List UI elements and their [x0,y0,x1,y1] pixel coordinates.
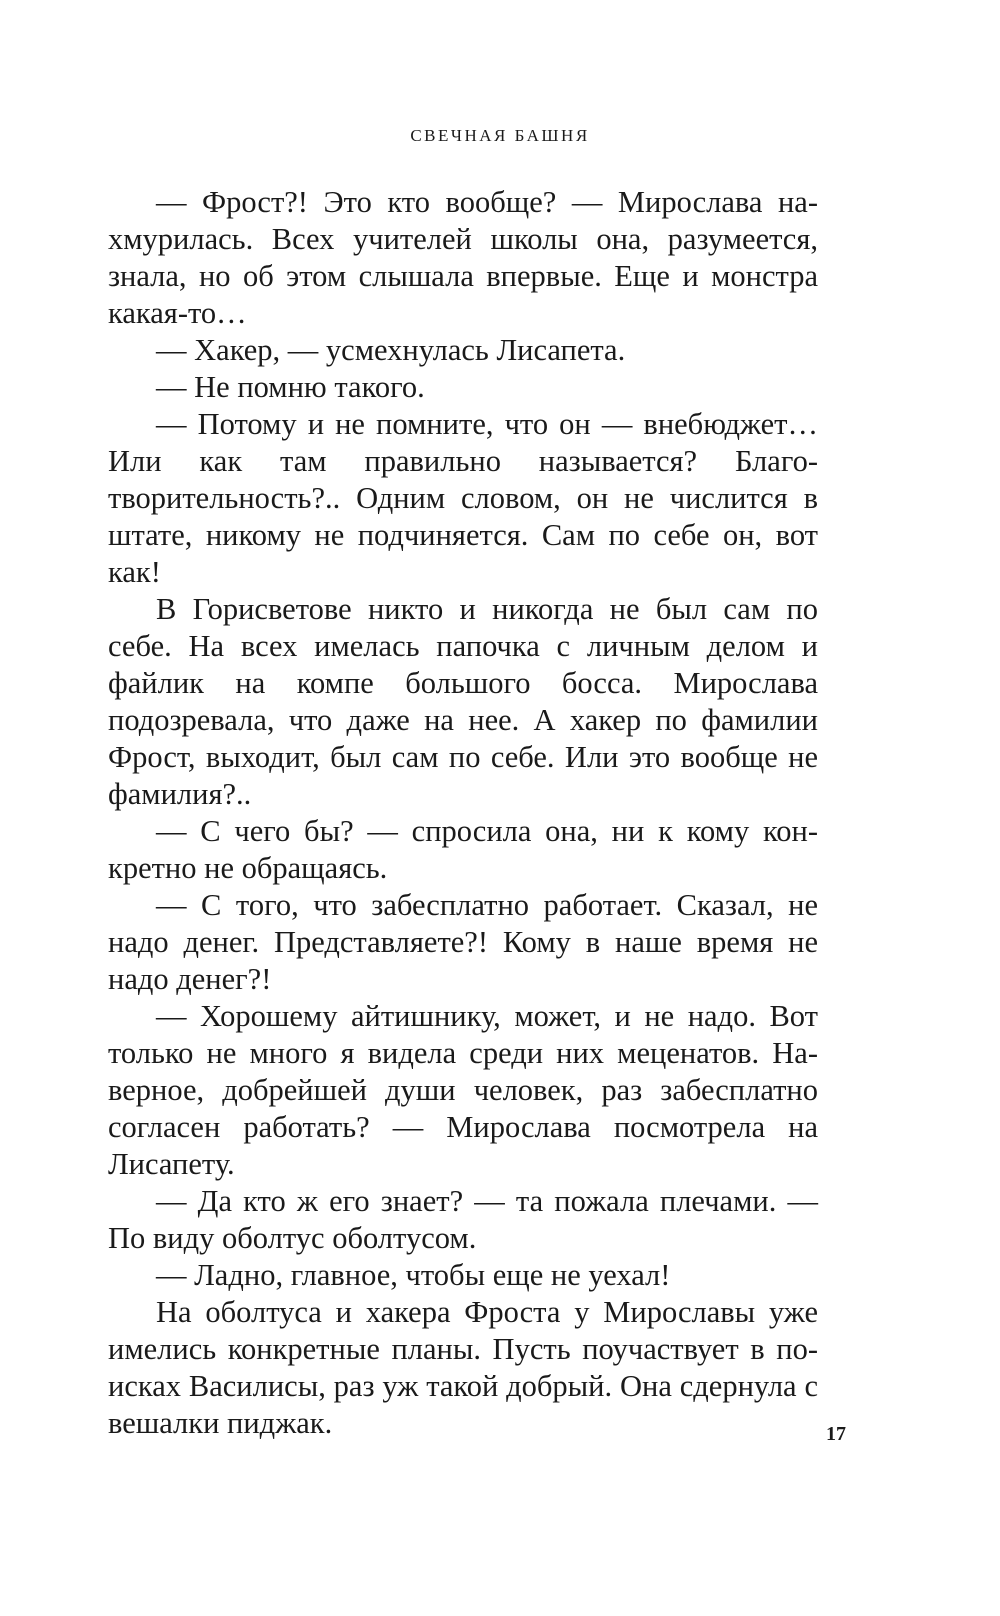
paragraph: — Да кто ж его знает? — та пожала плечами. — По виду оболтус оболтусом. [108,1184,818,1255]
paragraph: — Ладно, главное, чтобы еще не уехал! [156,1258,671,1292]
paragraph: — Хорошему айтишнику, может, и не надо. Вот только не много я видела среди них меценатов. Наверное, добрейшей души человек, раз забесплатно согласен работать? — Мирослава посмотрела на Лисапету. [108,999,818,1181]
paragraph: — С того, что забесплатно работает. Сказал, не надо денег. Представляете?! Кому в наше время не надо денег?! [108,888,818,996]
paragraph: — Потому и не помните, что он — внебюджет… Или как там правильно называется? Благотворительность?.. Одним словом, он не числится в штате, никому не подчиняется. Сам по себе он, вот как! [108,407,818,589]
paragraph: — Фрост?! Это кто вообще? — Мирослава нахмурилась. Всех учителей школы она, разумеется, знала, но об этом слышала впервые. Еще и монстра какая-то… [108,185,818,330]
paragraph: В Горисветове никто и никогда не был сам по себе. На всех имелась папочка с личным делом и файлик на компе большого босса. Мирослава подозревала, что даже на нее. А хакер по фамилии Фрост, выходит, был сам по себе. Или это вообще не фамилия?.. [108,592,818,811]
body-text [108,184,818,1442]
paragraph: — Не помню такого. [156,370,425,404]
paragraph: На оболтуса и хакера Фроста у Мирославы уже имелись конкретные планы. Пусть поучаствует в поисках Василисы, раз уж такой добрый. Она сдернула с вешалки пиджак. [108,1295,818,1440]
page-number: 17 [826,1423,846,1445]
running-head: СВЕЧНАЯ БАШНЯ [410,126,590,145]
paragraph: — Хакер, — усмехнулась Лисапета. [156,333,626,367]
paragraph: — С чего бы? — спросила она, ни к кому конкретно не обращаясь. [108,814,818,885]
